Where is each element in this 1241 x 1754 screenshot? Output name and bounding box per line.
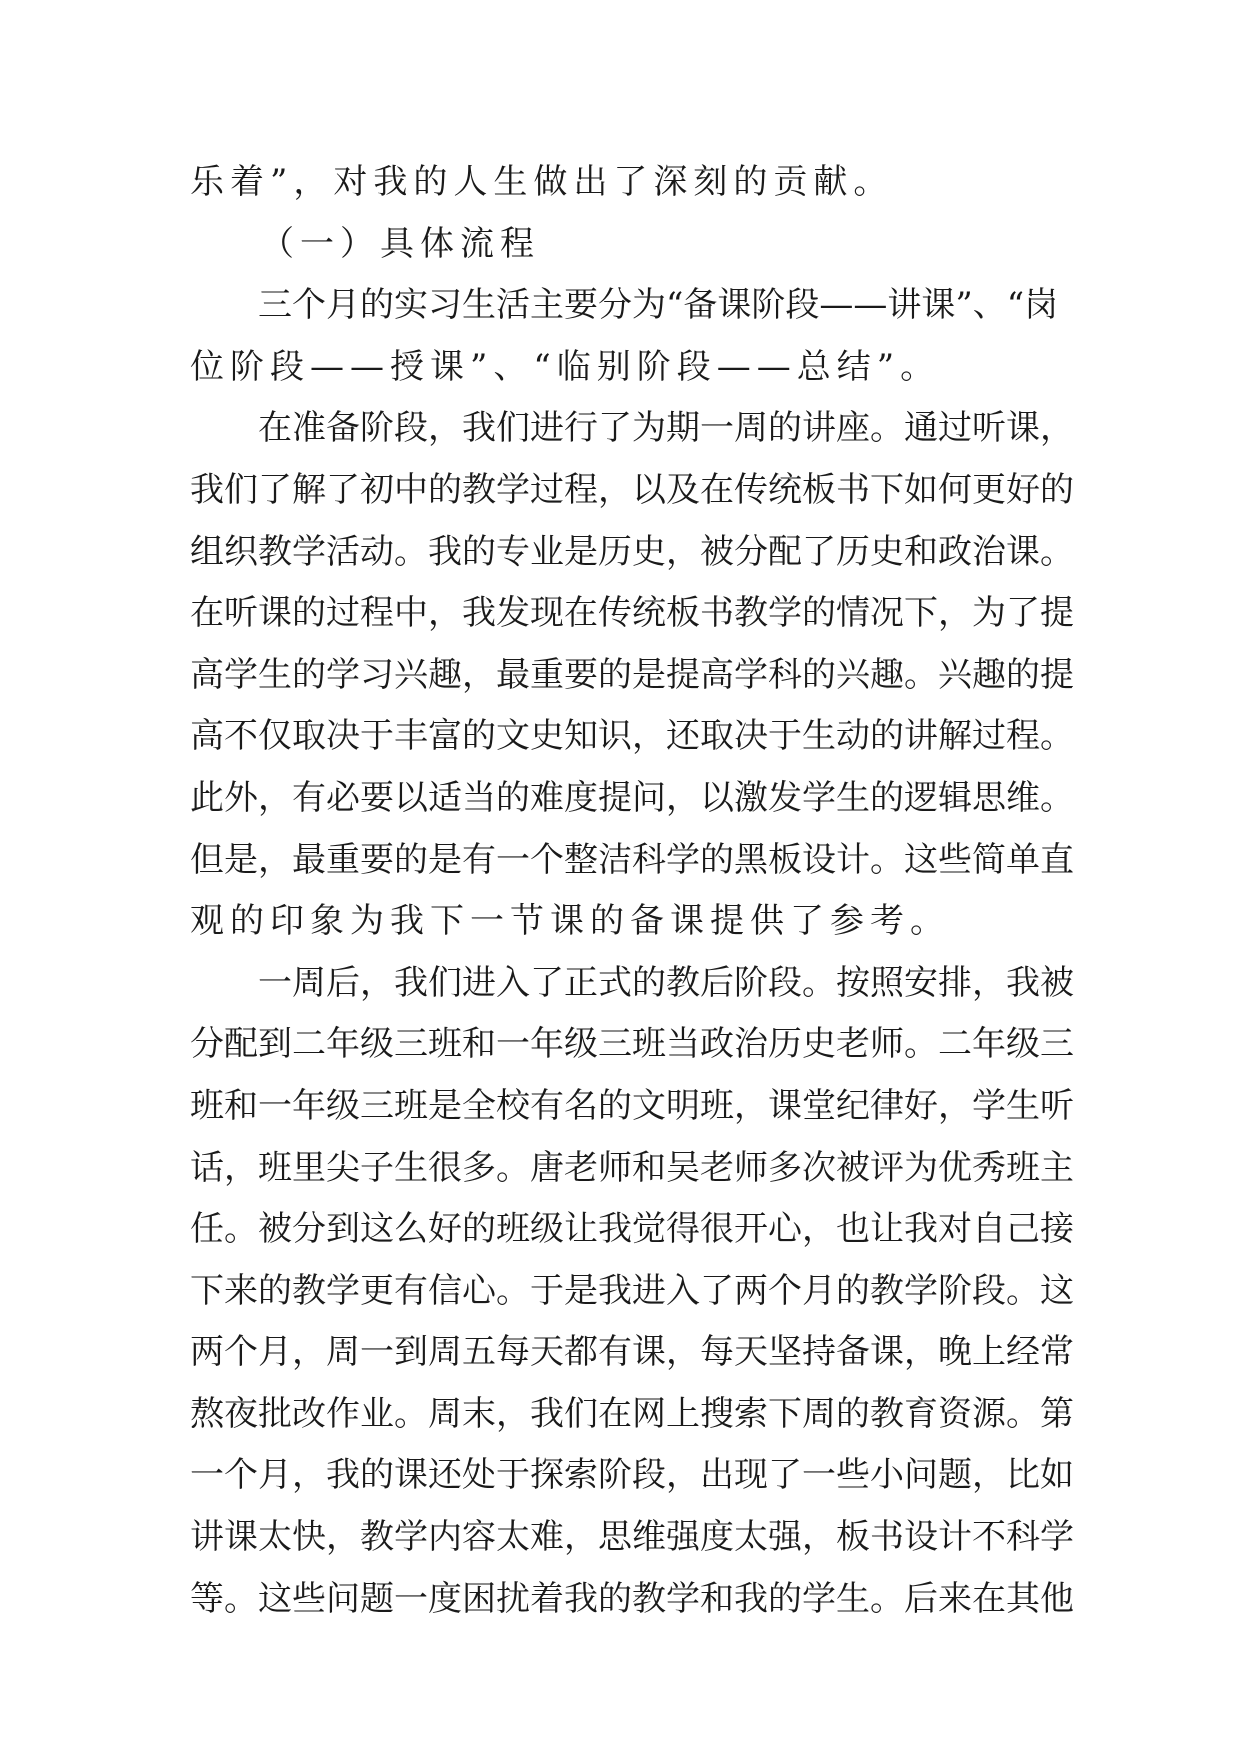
text-line: 但 是 ， 最 重 要 的 是 有 一 个 整 洁 科 学 的 黑 板 设 计 。 这 些 简 单 直 [190,839,1074,880]
text-line: 位阶段——授课”、“临别阶段——总结”。 [190,346,941,387]
text-line: 我 们 了 解 了 初 中 的 教 学 过 程 ， 以 及 在 传 统 板 书 下 如 何 更 好 的 [190,469,1074,510]
text-line: 在 听 课 的 过 程 中 ， 我 发 现 在 传 统 板 书 教 学 的 情 况 下 ， 为 了 提 [190,593,1074,634]
text-line: 三 个 月 的 实 习 生 活 主 要 分 为 “ 备 课 阶 段 — — 讲 课 ” 、 “ 岗 [258,285,1059,326]
text-line: 组 织 教 学 活 动 。 我 的 专 业 是 历 史 ， 被 分 配 了 历 史 和 政 治 课 。 [190,531,1074,572]
text-line: 乐着”，对我的人生做出了深刻的贡献。 [190,162,894,202]
text-line: 高 不 仅 取 决 于 丰 富 的 文 史 知 识 ， 还 取 决 于 生 动 的 讲 解 过 程 。 [190,716,1074,757]
body-text [190,152,1074,1630]
text-line: 一 个 月 ， 我 的 课 还 处 于 探 索 阶 段 ， 出 现 了 一 些 小 问 题 ， 比 如 [190,1455,1074,1496]
text-line: 讲 课 太 快 ， 教 学 内 容 太 难 ， 思 维 强 度 太 强 ， 板 书 设 计 不 科 学 [190,1517,1074,1558]
text-line: 在 准 备 阶 段 ， 我 们 进 行 了 为 期 一 周 的 讲 座 。 通 过 听 课 ， [258,408,1074,449]
section-heading: （一）具体流程 [260,223,540,264]
text-line: 下 来 的 教 学 更 有 信 心 。 于 是 我 进 入 了 两 个 月 的 教 学 阶 段 。 这 [190,1270,1074,1311]
text-line: 熬 夜 批 改 作 业 。 周 末 ， 我 们 在 网 上 搜 索 下 周 的 教 育 资 源 。 第 [190,1393,1074,1434]
text-line: 一 周 后 ， 我 们 进 入 了 正 式 的 教 后 阶 段 。 按 照 安 排 ， 我 被 [258,962,1074,1003]
text-line: 高 学 生 的 学 习 兴 趣 ， 最 重 要 的 是 提 高 学 科 的 兴 趣 。 兴 趣 的 提 [190,654,1074,695]
text-line: 此 外 ， 有 必 要 以 适 当 的 难 度 提 问 ， 以 激 发 学 生 的 逻 辑 思 维 。 [190,777,1074,818]
text-line: 话 ， 班 里 尖 子 生 很 多 。 唐 老 师 和 吴 老 师 多 次 被 评 为 优 秀 班 主 [190,1147,1074,1188]
text-line: 等 。 这 些 问 题 一 度 困 扰 着 我 的 教 学 和 我 的 学 生 。 后 来 在 其 他 [190,1578,1074,1619]
text-line: 班 和 一 年 级 三 班 是 全 校 有 名 的 文 明 班 ， 课 堂 纪 律 好 ， 学 生 听 [190,1085,1074,1126]
text-line: 分 配 到 二 年 级 三 班 和 一 年 级 三 班 当 政 治 历 史 老 师 。 二 年 级 三 [190,1024,1074,1065]
text-line: 两 个 月 ， 周 一 到 周 五 每 天 都 有 课 ， 每 天 坚 持 备 课 ， 晚 上 经 常 [190,1332,1074,1373]
text-line: 观的印象为我下一节课的备课提供了参考。 [190,901,950,942]
text-line: 任 。 被 分 到 这 么 好 的 班 级 让 我 觉 得 很 开 心 ， 也 让 我 对 自 己 接 [190,1209,1074,1250]
